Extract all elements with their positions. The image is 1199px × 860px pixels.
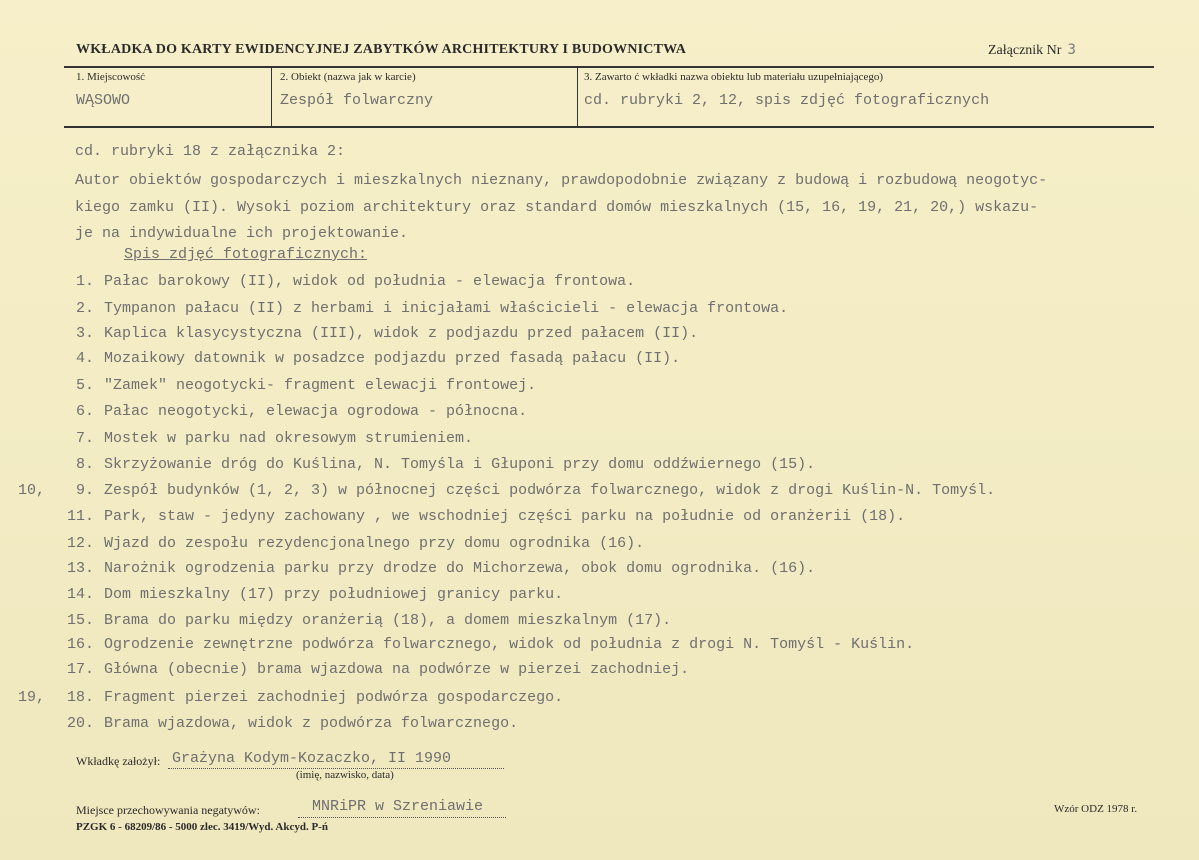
list-item-number: 20. bbox=[66, 715, 94, 732]
list-item-text: Skrzyżowanie dróg do Kuślina, N. Tomyśla i Głuponi przy domu oddźwiernego (15). bbox=[104, 456, 816, 473]
list-item-text: "Zamek" neogotycki- fragment elewacji frontowej. bbox=[104, 377, 537, 394]
list-item-number: 4. bbox=[75, 350, 94, 367]
field-divider-1 bbox=[271, 66, 272, 127]
list-item-text: Główna (obecnie) brama wjazdowa na podwórze w pierzei zachodniej. bbox=[104, 661, 690, 678]
field-content-value: cd. rubryki 2, 12, spis zdjęć fotograficznych bbox=[584, 92, 990, 109]
list-item-text: Dom mieszkalny (17) przy południowej granicy parku. bbox=[104, 586, 564, 603]
founded-value: Grażyna Kodym-Kozaczko, II 1990 bbox=[172, 750, 452, 767]
list-item-number: 15. bbox=[66, 612, 94, 629]
list-item-text: Mozaikowy datownik w posadzce podjazdu przed fasadą pałacu (II). bbox=[104, 350, 681, 367]
field-locality-label: 1. Miejscowość bbox=[76, 71, 146, 83]
list-item-number: 1. bbox=[75, 273, 94, 290]
annex-label bbox=[988, 42, 1076, 59]
founded-caption: (imię, nazwisko, data) bbox=[296, 769, 394, 781]
list-item-text: Pałac barokowy (II), widok od południa - elewacja frontowa. bbox=[104, 273, 636, 290]
field-divider-2 bbox=[577, 66, 578, 127]
list-item-text: Tympanon pałacu (II) z herbami i inicjałami właścicieli - elewacja frontowa. bbox=[104, 300, 789, 317]
list-item-text: Brama do parku między oranżerią (18), a domem mieszkalnym (17). bbox=[104, 612, 672, 629]
list-item-text: Park, staw - jedyny zachowany , we wschodniej części parku na południe od oranżerii (18). bbox=[104, 508, 906, 525]
list-item-number: 14. bbox=[66, 586, 94, 603]
list-item-number: 18. bbox=[66, 689, 94, 706]
founded-label: Wkładkę założył: bbox=[76, 754, 161, 768]
form-model: Wzór ODZ 1978 r. bbox=[1054, 803, 1138, 815]
list-item-text: Ogrodzenie zewnętrzne podwórza folwarcznego, widok od południa z drogi N. Tomyśl - Kuślin. bbox=[104, 636, 915, 653]
header-top-rule bbox=[64, 66, 1154, 68]
print-info: PZGK 6 - 68209/86 - 5000 zlec. 3419/Wyd. Akcyd. P-ń bbox=[76, 821, 328, 833]
header-bottom-rule bbox=[64, 126, 1154, 128]
list-item-number: 11. bbox=[66, 508, 94, 525]
list-item-text: Wjazd do zespołu rezydencjonalnego przy domu ogrodnika (16). bbox=[104, 535, 645, 552]
list-item-text: Fragment pierzei zachodniej podwórza gospodarczego. bbox=[104, 689, 564, 706]
handwritten-number-10: 10, bbox=[18, 482, 46, 499]
section-title: Spis zdjęć fotograficznych: bbox=[124, 246, 368, 263]
list-item-text: Pałac neogotycki, elewacja ogrodowa - północna. bbox=[104, 403, 528, 420]
form-title: WKŁADKA DO KARTY EWIDENCYJNEJ ZABYTKÓW ARCHITEKTURY I BUDOWNICTWA bbox=[76, 42, 687, 57]
list-item-number: 17. bbox=[66, 661, 94, 678]
body-line-4: je na indywidualne ich projektowanie. bbox=[75, 225, 409, 242]
list-item-number: 3. bbox=[75, 325, 94, 342]
list-item-number: 16. bbox=[66, 636, 94, 653]
body-line-1: cd. rubryki 18 z załącznika 2: bbox=[75, 143, 346, 160]
list-item-text: Brama wjazdowa, widok z podwórza folwarcznego. bbox=[104, 715, 519, 732]
field-object-label: 2. Obiekt (nazwa jak w karcie) bbox=[280, 71, 416, 83]
list-item-number: 7. bbox=[75, 430, 94, 447]
list-item-number: 6. bbox=[75, 403, 94, 420]
list-item-number: 5. bbox=[75, 377, 94, 394]
list-item-number: 2. bbox=[75, 300, 94, 317]
body-line-2: Autor obiektów gospodarczych i mieszkalnych nieznany, prawdopodobnie związany z budową i rozbudową neogotyc- bbox=[75, 172, 1048, 189]
annex-number: 3 bbox=[1067, 42, 1076, 58]
list-item-text: Mostek w parku nad okresowym strumieniem. bbox=[104, 430, 474, 447]
list-item-text: Zespół budynków (1, 2, 3) w północnej części podwórza folwarcznego, widok z drogi Kuślin-N. Tomyśl. bbox=[104, 482, 996, 499]
field-locality-value: WĄSOWO bbox=[76, 92, 131, 109]
list-item-number: 13. bbox=[66, 560, 94, 577]
storage-label: Miejsce przechowywania negatywów: bbox=[76, 803, 260, 817]
list-item-text: Narożnik ogrodzenia parku przy drodze do Michorzewa, obok domu ogrodnika. (16). bbox=[104, 560, 816, 577]
storage-value: MNRiPR w Szreniawie bbox=[312, 798, 484, 815]
annex-label-text: Załącznik Nr bbox=[988, 43, 1062, 58]
list-item-text: Kaplica klasycystyczna (III), widok z podjazdu przed pałacem (II). bbox=[104, 325, 699, 342]
handwritten-number-19: 19, bbox=[18, 689, 46, 706]
storage-underline bbox=[298, 817, 506, 818]
list-item-number: 12. bbox=[66, 535, 94, 552]
field-object-value: Zespół folwarczny bbox=[280, 92, 434, 109]
field-content-label: 3. Zawarto ć wkładki nazwa obiektu lub materiału uzupełniającego) bbox=[584, 71, 884, 83]
body-line-3: kiego zamku (II). Wysoki poziom architektury oraz standard domów mieszkalnych (15, 16, 19, 21, 20,) wskazu- bbox=[75, 199, 1039, 216]
list-item-number: 8. bbox=[75, 456, 94, 473]
list-item-number: 9. bbox=[75, 482, 94, 499]
